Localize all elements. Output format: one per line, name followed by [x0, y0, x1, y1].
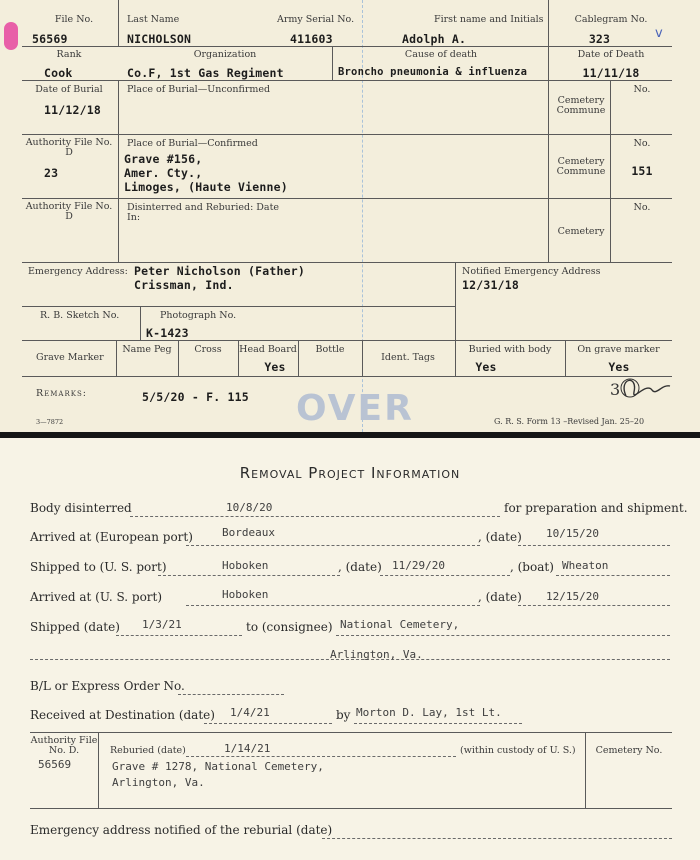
pink-mark — [4, 22, 18, 50]
label-body-disinterred: Body disinterred — [30, 501, 132, 515]
received-date-value: 1/4/21 — [230, 706, 270, 719]
line-arrived-us-port — [186, 605, 480, 606]
label-disinterred: Disinterred and Reburied: Date — [127, 202, 280, 213]
notified-date-value: 12/31/18 — [462, 278, 519, 292]
emergency-line-1: Peter Nicholson (Father) — [134, 264, 305, 278]
label-rank: Rank — [56, 49, 82, 60]
line-body-disinterred — [130, 516, 500, 517]
label-emergency-notified: Emergency address notified of the reburial (date) — [30, 823, 333, 837]
corner-check-mark: v — [655, 26, 663, 41]
row-divider — [22, 340, 672, 341]
shipped-date-value: 11/29/20 — [392, 559, 445, 572]
print-code: 3—7872 — [36, 418, 64, 426]
arrived-us-port-value: Hoboken — [222, 588, 269, 601]
date-of-death-value: 11/11/18 — [582, 66, 640, 80]
file-no-value: 56569 — [32, 32, 68, 46]
label-last-name: Last Name — [127, 14, 180, 25]
label-on-grave-marker: On grave marker — [577, 344, 660, 355]
col-divider — [98, 732, 99, 808]
label-cause-of-death: Cause of death — [404, 49, 478, 60]
label-date-3: , (date) — [478, 590, 522, 604]
cablegram-value: 323 — [588, 32, 611, 46]
label-bl-express: B/L or Express Order No. — [30, 679, 185, 693]
row-divider — [22, 134, 672, 135]
col-divider — [548, 0, 549, 262]
consignee-line-1: National Cemetery, — [340, 618, 460, 631]
label-cemetery-no: Cemetery No. — [595, 745, 663, 756]
label-authority: Authority File No. D. — [30, 735, 98, 756]
label-first-name: First name and Initials — [434, 14, 544, 25]
label-in: In: — [127, 212, 141, 223]
removal-project-card — [0, 438, 700, 860]
grave-line-3: Limoges, (Haute Vienne) — [124, 180, 288, 194]
authority-no-value: 56569 — [38, 758, 72, 771]
line-reburied-date — [186, 756, 456, 757]
label-no-1: No. — [633, 84, 651, 95]
label-authority-1: Authority File No. D — [25, 137, 113, 158]
reburied-date-value: 1/14/21 — [224, 742, 271, 755]
line-us-port — [158, 575, 340, 576]
authority-file-no-value: 23 — [44, 166, 59, 180]
label-notified-emergency: Notified Emergency Address — [462, 266, 601, 277]
european-port-value: Bordeaux — [222, 526, 275, 539]
form-id: G. R. S. Form 13 –Revised Jan. 25–20 — [494, 417, 645, 426]
label-head-board: Head Board — [239, 344, 297, 355]
arrived-us-date-value: 12/15/20 — [546, 590, 599, 603]
line-arrived-us-date — [518, 605, 670, 606]
label-date-1: , (date) — [478, 530, 522, 544]
line-european-port — [186, 545, 480, 546]
grave-no-value: 151 — [631, 164, 653, 178]
buried-with-body-value: Yes — [475, 360, 497, 374]
line-received-date — [204, 723, 332, 724]
col-divider — [585, 732, 586, 808]
label-arrived-european: Arrived at (European port) — [30, 530, 193, 544]
label-boat: , (boat) — [510, 560, 554, 574]
label-cross: Cross — [194, 344, 222, 355]
label-place-confirmed: Place of Burial—Confirmed — [127, 138, 258, 149]
reburied-line-2: Arlington, Va. — [112, 776, 205, 789]
european-date-value: 10/15/20 — [546, 527, 599, 540]
label-arrived-us: Arrived at (U. S. port) — [30, 590, 163, 604]
body-disinterred-value: 10/8/20 — [226, 501, 273, 514]
label-buried-with-body: Buried with body — [468, 344, 552, 355]
label-by: by — [336, 708, 351, 722]
label-authority-2: Authority File No. D — [25, 201, 113, 222]
col-divider — [610, 80, 611, 262]
row-divider — [22, 80, 672, 81]
label-no-2: No. — [633, 138, 651, 149]
consignee-line-2: Arlington, Va. — [330, 648, 423, 661]
reburied-line-1: Grave # 1278, National Cemetery, — [112, 760, 324, 773]
label-file-no: File No. — [54, 14, 94, 25]
label-date-of-burial: Date of Burial — [35, 84, 103, 95]
us-port-value: Hoboken — [222, 559, 269, 572]
photograph-no-value: K-1423 — [146, 326, 189, 340]
label-cemetery-commune-2: Cemetery Commune — [556, 156, 606, 177]
col-divider — [118, 0, 119, 46]
line-consignee — [336, 635, 670, 636]
label-rb-sketch: R. B. Sketch No. — [40, 310, 120, 321]
col-divider — [118, 80, 119, 262]
label-emergency-address: Emergency Address: — [28, 266, 128, 277]
shipped-on-value: 1/3/21 — [142, 618, 182, 631]
row-divider — [22, 306, 455, 307]
grave-line-2: Amer. Cty., — [124, 166, 203, 180]
row-divider — [22, 262, 672, 263]
label-reburied: Reburied (date) — [110, 745, 186, 756]
label-place-unconfirmed: Place of Burial—Unconfirmed — [127, 84, 271, 95]
line-received-by — [354, 723, 522, 724]
over-stamp: OVER — [296, 388, 414, 429]
row-divider — [22, 376, 672, 377]
row-divider — [30, 732, 672, 733]
col-divider — [332, 46, 333, 80]
line-european-date — [518, 545, 670, 546]
on-grave-marker-value: Yes — [608, 360, 630, 374]
line-shipped-date — [380, 575, 510, 576]
label-shipped-date: Shipped (date) — [30, 620, 120, 634]
boat-value: Wheaton — [562, 559, 609, 572]
col-divider — [140, 306, 141, 340]
label-to-consignee: to (consignee) — [246, 620, 333, 634]
organization-value: Co.F, 1st Gas Regiment — [127, 66, 284, 80]
removal-title: Removal Project Information — [239, 464, 461, 482]
label-cemetery-commune-1: Cemetery Commune — [556, 95, 606, 116]
label-cablegram: Cablegram No. — [574, 14, 648, 25]
label-army-serial: Army Serial No. — [277, 14, 355, 25]
rank-value: Cook — [44, 66, 73, 80]
col-divider — [455, 262, 456, 340]
label-name-peg: Name Peg — [122, 344, 172, 355]
label-ident-tags: Ident. Tags — [381, 352, 435, 363]
line-bl-express — [178, 694, 284, 695]
army-serial-value: 411603 — [290, 32, 333, 46]
label-received-destination: Received at Destination (date) — [30, 708, 215, 722]
label-bottle: Bottle — [315, 344, 345, 355]
head-board-value: Yes — [264, 360, 286, 374]
label-organization: Organization — [193, 49, 257, 60]
row-divider — [22, 198, 672, 199]
row-divider — [30, 808, 672, 809]
label-photograph: Photograph No. — [160, 310, 237, 321]
signature-scribble — [612, 374, 672, 408]
first-name-value: Adolph A. — [402, 32, 467, 46]
label-date-2: , (date) — [338, 560, 382, 574]
label-remarks: Remarks: — [36, 388, 87, 399]
label-no-3: No. — [633, 202, 651, 213]
label-grave-marker: Grave Marker — [36, 352, 104, 363]
line-emergency-notified — [322, 838, 672, 839]
line-shipped-on — [116, 635, 242, 636]
handwritten-mark: 3 — [610, 380, 621, 399]
label-for-preparation: for preparation and shipment. — [504, 501, 688, 515]
grave-line-1: Grave #156, — [124, 152, 203, 166]
line-boat — [556, 575, 670, 576]
cause-of-death-value: Broncho pneumonia & influenza — [338, 66, 528, 78]
remarks-value: 5/5/20 - F. 115 — [142, 390, 249, 404]
received-by-value: Morton D. Lay, 1st Lt. — [356, 706, 502, 719]
label-within-custody: (within custody of U. S.) — [460, 745, 576, 756]
emergency-line-2: Crissman, Ind. — [134, 278, 234, 292]
date-of-burial-value: 11/12/18 — [44, 103, 101, 117]
label-cemetery-3: Cemetery — [557, 226, 605, 237]
label-shipped-to-us: Shipped to (U. S. port) — [30, 560, 167, 574]
row-divider — [22, 46, 672, 47]
label-date-of-death: Date of Death — [577, 49, 645, 60]
last-name-value: NICHOLSON — [127, 32, 192, 46]
